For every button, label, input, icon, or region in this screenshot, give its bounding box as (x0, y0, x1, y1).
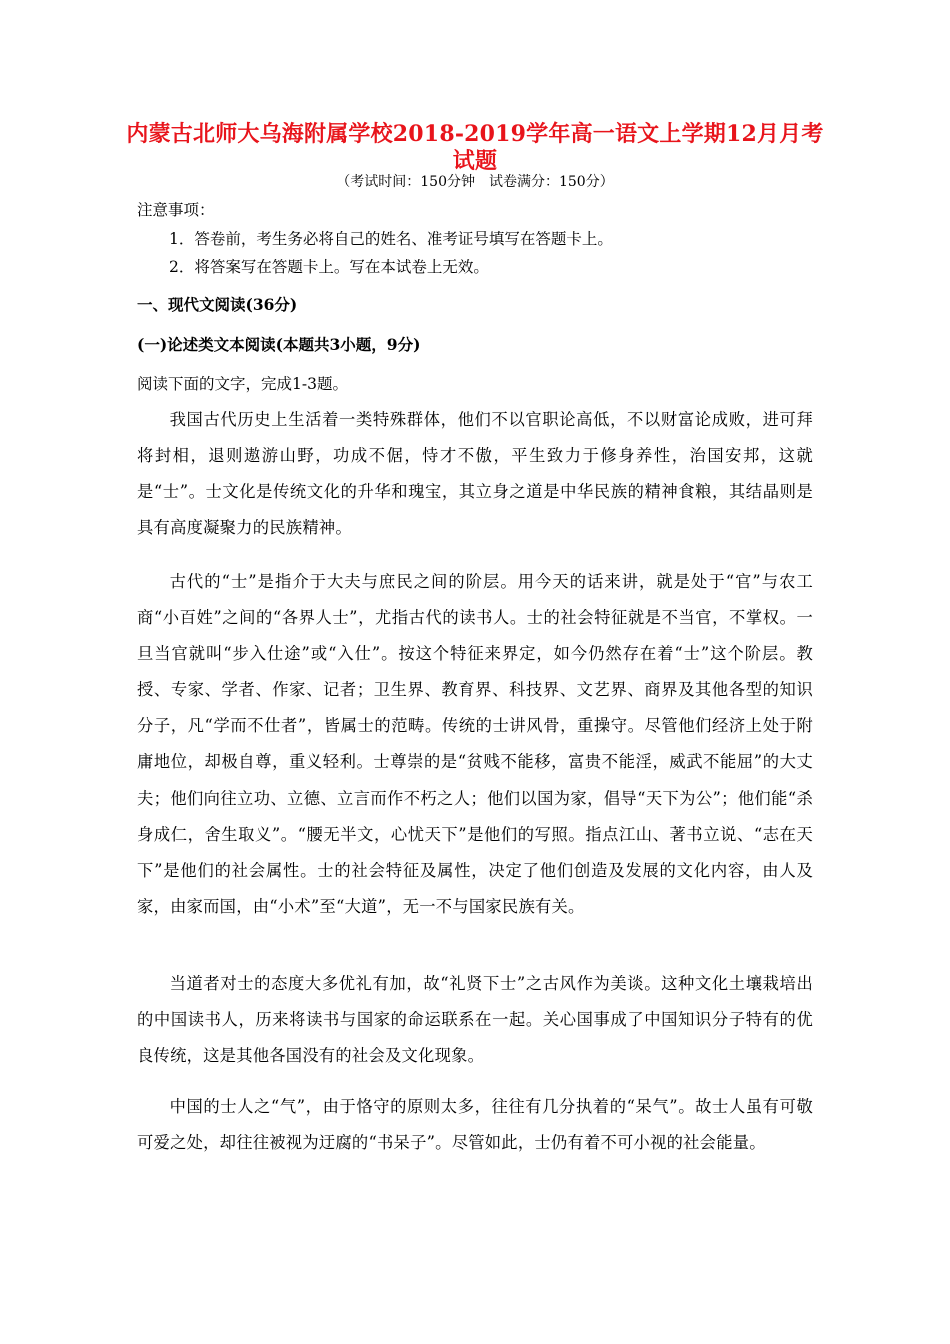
notice-heading: 注意事项： (137, 201, 215, 219)
notice-item: 2．将答案写在答题卡上。写在本试卷上无效。 (169, 258, 489, 276)
sub-section-heading: (一)论述类文本阅读(本题共3小题，9分) (137, 335, 421, 354)
notice-item: 1．答卷前，考生务必将自己的姓名、准考证号填写在答题卡上。 (169, 230, 613, 248)
passage-paragraph: 我国古代历史上生活着一类特殊群体，他们不以官职论高低，不以财富论成败，进可拜将封相，退则遨游山野，功成不倨，恃才不傲，平生致力于修身养性，治国安邦，这就是“士”。士文化是传统文化的升华和瑰宝，其立身之道是中华民族的精神食粮，其结晶则是具有高度凝聚力的民族精神。 (137, 410, 813, 538)
section-heading: 一、现代文阅读(36分) (137, 295, 298, 314)
passage-paragraph: 中国的士人之“气”，由于恪守的原则太多，往往有几分执着的“呆气”。故士人虽有可敬可爱之处，却往往被视为迂腐的“书呆子”。尽管如此，士仍有着不可小视的社会能量。 (137, 1097, 813, 1153)
exam-title: 内蒙古北师大乌海附属学校2018-2019学年高一语文上学期12月月考试题 (126, 121, 824, 174)
passage-paragraph: 古代的“士”是指介于大夫与庶民之间的阶层。用今天的话来讲，就是处于“官”与农工商“小百姓”之间的“各界人士”，尤指古代的读书人。士的社会特征就是不当官，不掌权。一旦当官就叫“步入仕途”或“入仕”。按这个特征来界定，如今仍然存在着“士”这个阶层。教授、专家、学者、作家、记者；卫生界、教育界、科技界、文艺界、商界及其他各型的知识分子，凡“学而不仕者”，皆属士的范畴。传统的士讲风骨，重操守。尽管他们经济上处于附庸地位，却极自尊，重义轻利。士尊崇的是“贫贱不能移，富贵不能淫，威武不能屈”的大丈夫；他们向往立功、立德、立言而作不朽之人；他们以国为家，倡导“天下为公”；他们能“杀身成仁，舍生取义”。“腰无半文，心忧天下”是他们的写照。指点江山、著书立说、“志在天下”是他们的社会属性。士的社会特征及属性，决定了他们创造及发展的文化内容，由人及家，由家而国，由“小术”至“大道”，无一不与国家民族有关。 (137, 572, 813, 916)
reading-instruction: 阅读下面的文字，完成1-3题。 (137, 375, 348, 393)
exam-info: （考试时间：150分钟 试卷满分：150分） (336, 174, 614, 190)
passage-paragraph: 当道者对士的态度大多优礼有加，故“礼贤下士”之古风作为美谈。这种文化土壤栽培出的中国读书人，历来将读书与国家的命运联系在一起。关心国事成了中国知识分子特有的优良传统，这是其他各国没有的社会及文化现象。 (137, 974, 813, 1066)
